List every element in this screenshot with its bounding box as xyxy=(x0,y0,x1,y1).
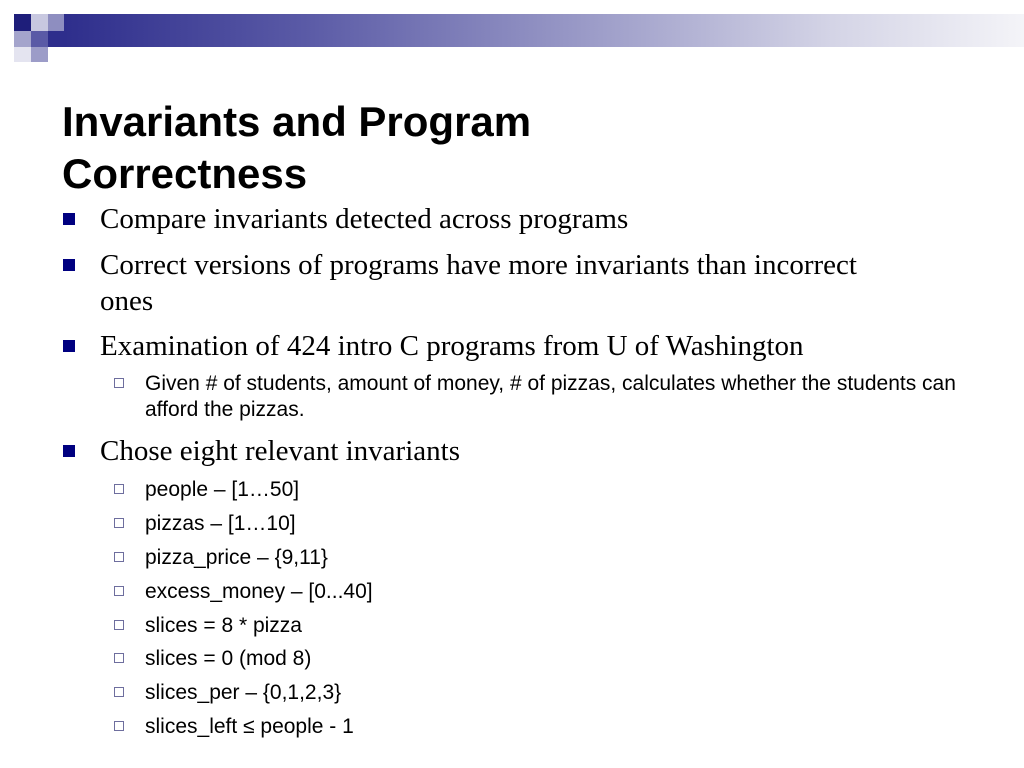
sub-bullet-item xyxy=(145,545,975,571)
sub-bullet-text: excess_money – [0...40] xyxy=(145,580,373,603)
sub-bullet-text: people – [1…50] xyxy=(145,478,300,501)
bullet-item xyxy=(100,201,980,237)
square-bullet-icon xyxy=(63,213,75,225)
hollow-square-bullet-icon xyxy=(114,518,124,528)
sub-bullet-item xyxy=(145,477,975,503)
bullet-text: Correct versions of programs have more invariants than incorrect ones xyxy=(100,249,857,317)
hollow-square-bullet-icon xyxy=(114,653,124,663)
sub-bullet-item xyxy=(145,511,975,537)
bullet-item xyxy=(100,433,980,469)
square-bullet-icon xyxy=(63,340,75,352)
sub-bullet-item xyxy=(145,680,975,706)
sub-bullet-text: Given # of students, amount of money, # of pizzas, calculates whether the students can afford the pizzas. xyxy=(145,372,956,421)
sub-bullet-text: slices_left ≤ people - 1 xyxy=(145,715,354,738)
sub-bullet-text: slices_per – {0,1,2,3} xyxy=(145,681,342,704)
square-bullet-icon xyxy=(63,445,75,457)
bullet-text: Compare invariants detected across programs xyxy=(100,203,629,235)
sub-bullet-text: slices = 0 (mod 8) xyxy=(145,647,312,670)
square-bullet-icon xyxy=(63,259,75,271)
hollow-square-bullet-icon xyxy=(114,484,124,494)
sub-bullet-item xyxy=(145,579,975,605)
hollow-square-bullet-icon xyxy=(114,586,124,596)
sub-bullet-text: pizzas – [1…10] xyxy=(145,512,296,535)
sub-bullet-text: pizza_price – {9,11} xyxy=(145,546,328,569)
sub-bullet-item xyxy=(145,714,975,740)
sub-bullet-item xyxy=(145,371,975,423)
bullet-item xyxy=(100,247,900,319)
hollow-square-bullet-icon xyxy=(114,721,124,731)
sub-bullet-item xyxy=(145,613,975,639)
sub-bullet-text: slices = 8 * pizza xyxy=(145,614,302,637)
slide-title-line: Correctness xyxy=(62,150,308,197)
slide-title-line: Invariants and Program xyxy=(62,98,532,145)
hollow-square-bullet-icon xyxy=(114,620,124,630)
sub-bullet-item xyxy=(145,646,975,672)
hollow-square-bullet-icon xyxy=(114,378,124,388)
bullet-item xyxy=(100,328,980,364)
hollow-square-bullet-icon xyxy=(114,687,124,697)
bullet-text: Chose eight relevant invariants xyxy=(100,435,460,467)
bullet-text: Examination of 424 intro C programs from U of Washington xyxy=(100,330,804,362)
hollow-square-bullet-icon xyxy=(114,552,124,562)
